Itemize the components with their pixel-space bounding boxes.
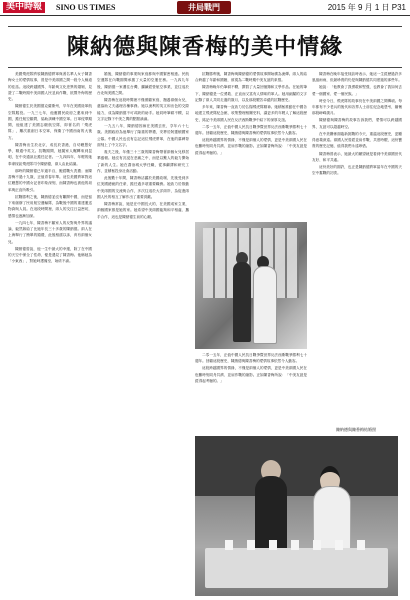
paragraph: 在中美關係面臨新挑戰的今天，重溫這段歷史，更顯得意義深遠。兩國人民曾經並肩作戰、共度時艱，這份寶貴的歷史記憶，值得我們永遠珍惜。 [312, 131, 402, 149]
paragraph: 陳香梅常說，她是在中國長大的，在美國成家立業，兩個國家都是她的家。她希望中美兩國能夠和平相處、攜手合作，這也是陳納德生前的心願。 [97, 201, 189, 219]
paragraph: 陳香梅在晚年接受採訪時表示，她這一生經歷過許多風風雨雨，但最珍貴的仍是與陳納德共同度過的那些年。 [312, 72, 402, 83]
photo-person-man [233, 262, 251, 342]
couple-window-photo [195, 222, 307, 349]
article-column-1 [8, 71, 92, 593]
paragraph: 這份美好的期許，也正是陳納德將軍當年在中國的天空中奮戰的初衷。 [312, 164, 402, 176]
section-label: 井局戰門 [177, 1, 231, 14]
paragraph: 一九五八年，陳納德因病在美國去世，享年六十七歲。美國政府為他舉行了隆重的葬禮，安葬於阿靈頓國家公墓。中國人民也沒有忘記這位飛虎將軍，在他的墓碑背面刻上了中文名字。 [97, 123, 189, 147]
paragraph: 抗戰勝利之後，陳納德並沒有離開中國，而是留下來創辦了民用航空運輸隊，為戰後中國的重建運送物資與人員。在這段時間裡，兩人的交往日益密切，感情也逐漸加深。 [8, 194, 92, 218]
newspaper-masthead: 美中時報 [3, 2, 45, 13]
paragraph: 美國飛虎隊將領陳納德將軍與著名華人女子陳香梅女士的愛情故事，曾是中美兩國之間一段令人稱道的佳話。這段跨越國界、年齡與文化差異的婚姻，見證了二戰時期中美兩國人民並肩作戰、抵禦外侮的歷史。 [8, 72, 92, 102]
paragraph: 她說：「他教會了我勇敢和堅強，也教會了我如何去愛一個國家、愛一個民族。」 [312, 85, 402, 96]
paragraph: 一九四七年，陳香梅不顧家人的反對與外界的議論，毅然嫁給了比她年長三十多歲的陳納德。兩人在上海舉行了簡單的婚禮，此後相濡以沫，育有兩個女兒。 [8, 220, 92, 244]
paragraph: 抗戰勝利後，陳香梅與陳納德的愛情故事開始廣為流傳。兩人的結合跨越了年齡和國籍，被視為二戰時期中美友誼的象徵。 [195, 72, 307, 83]
paragraph: 多年來，陳香梅一直致力於弘揚飛虎隊精神。她積極推動在中國各地建立飛虎隊紀念館，收集整理相關史料，讓更多的年輕人了解這段歷史，銘記中美兩國人民在反法西斯戰爭中結下的深厚友誼。 [195, 105, 307, 122]
photo-teacups [225, 540, 365, 550]
article-column-4 [312, 71, 402, 423]
paragraph: 陳香梅出生於北京，成長於香港，自幼聰慧好學，精通中英文。抗戰期間，她隨家人輾轉來到昆明，在中央通訊社擔任記者。一九四四年，年輕的她奉命採訪飛虎隊司令陳納德，兩人由此結識。 [8, 142, 92, 166]
paragraph: 時至今日，飛虎隊的故事仍在中美兩國之間傳頌。每年都有不少老兵的後代和各界人士前往紀念地憑弔，緬懷那段崢嶸歲月。 [312, 98, 402, 116]
photo-window-background [203, 228, 299, 298]
paragraph: 陳納德曾說，他一生中最大的幸運，除了在中國的天空中保全了性命，便是遇見了陳香梅。他稱她為「小東西」，對她呵護備至，始終不渝。 [8, 246, 92, 264]
wedding-cake-photo [195, 436, 398, 596]
page-header [0, 0, 410, 16]
paragraph: 這段跨越國界的情緣，不僅是兩個人的愛情，更是中美兩國人民在危難時刻同舟共濟、並肩作戰的縮影。正如陳香梅所說：「中美友誼是經得起考驗的。」 [195, 138, 307, 155]
photo-dark-background [195, 436, 398, 496]
paragraph: 那時的陳納德已年過半百，飽經戰火洗禮；而陳香梅不過十九歲，正值青春年華。這位美國將軍對這位聰慧的中國女記者印象深刻，而陳香梅也被他的坦率與正直所吸引。 [8, 168, 92, 192]
article-column-3-continued [195, 352, 307, 432]
paragraph: 二零一五年，正值中國人民抗日戰爭暨世界反法西斯戰爭勝利七十週年。回顧這段歷史，陳納德與陳香梅的愛情故事依然令人動容。 [195, 124, 307, 136]
paragraph: 陳納德生於美國德克薩斯州，早年在美國陸軍航空隊服役。一九三七年，他應國民政府之邀來到中國，擔任航空顧問，協助訓練中國空軍。日軍侵華期間，他組建了美國志願航空隊，即著名的「飛虎隊」，屢次重創日本空軍，保衛了中國西南的大後方。 [8, 104, 92, 140]
paragraph: 這段跨越國界的情緣，不僅是兩個人的愛情，更是中美兩國人民在危難時刻同舟共濟、並肩作戰的縮影。正如陳香梅所說：「中美友誼是經得起考驗的。」 [195, 366, 307, 383]
paragraph: 陳香梅晚年仍筆耕不輟，撰寫了大量回憶錄和文學作品。在她的筆下，陳納德是一位勇敢、正直而又富有人情味的軍人。她用細膩的文字記錄了兩人共同走過的歲月，以及那段艱苦卓絕的抗戰歷史。 [195, 85, 307, 102]
paragraph: 陳香梅在這段時間裡不僅照顧家庭、撫養兩個女兒，還協助丈夫處理各種事務。她以流利的英文和出色的交際能力，成為陳納德不可或缺的助手。她同時筆耕不輟，以文字記錄下中美之間的點點滴滴。 [97, 97, 189, 121]
paragraph: 喪夫之後，年僅三十三歲的陳香梅帶著兩個女兒移居華盛頓。她沒有沉浸在悲痛之中，而是以驚人的毅力開始了新的人生。她在喬治城大學任職，從事翻譯和研究工作，並積極投身社會活動。 [97, 149, 189, 173]
newspaper-masthead-english: SINO US TIMES [56, 3, 116, 12]
article-title: 陳納德與陳香梅的美中情緣 [66, 34, 343, 60]
paragraph: 此後數十年間，陳香梅活躍於美國政壇，先後受到多位美國總統的任命，擔任過多項重要職務。她致力於推動中美兩國的交流與合作，多次往返於大洋兩岸，為促進兩國人民的相互了解作出了重要貢獻。 [97, 175, 189, 199]
photo-caption: 陳納德與陳香梅結婚照 [336, 427, 376, 432]
photo-table [205, 548, 388, 588]
title-bottom-rule [8, 67, 402, 68]
article-column-3 [195, 71, 307, 219]
photo-person-woman [253, 266, 277, 344]
paragraph: 陳香梅曾表示，她最大的願望就是看到中美兩國世代友好、和平共處。 [312, 151, 402, 162]
title-top-rule [8, 26, 402, 27]
paragraph: 婚後，陳納德的事業與家庭都與中國緊密相連。民航空運隊在內戰期間承擔了大量的空運任務。一九四九年後，陳納德一家遷往台灣，繼續經營航空事業，並往返於台北與美國之間。 [97, 72, 189, 95]
issue-date-page: 2015 年 9 月 1 日 P31 [327, 3, 406, 12]
paragraph: 陳納德與陳香梅的故事告訴我們，愛情可以跨越國界，友誼可以超越時空。 [312, 118, 402, 129]
paragraph: 二零一五年，正值中國人民抗日戰爭暨世界反法西斯戰爭勝利七十週年。回顧這段歷史，陳納德與陳香梅的愛情故事依然令人動容。 [195, 353, 307, 364]
article-column-2 [97, 71, 189, 593]
